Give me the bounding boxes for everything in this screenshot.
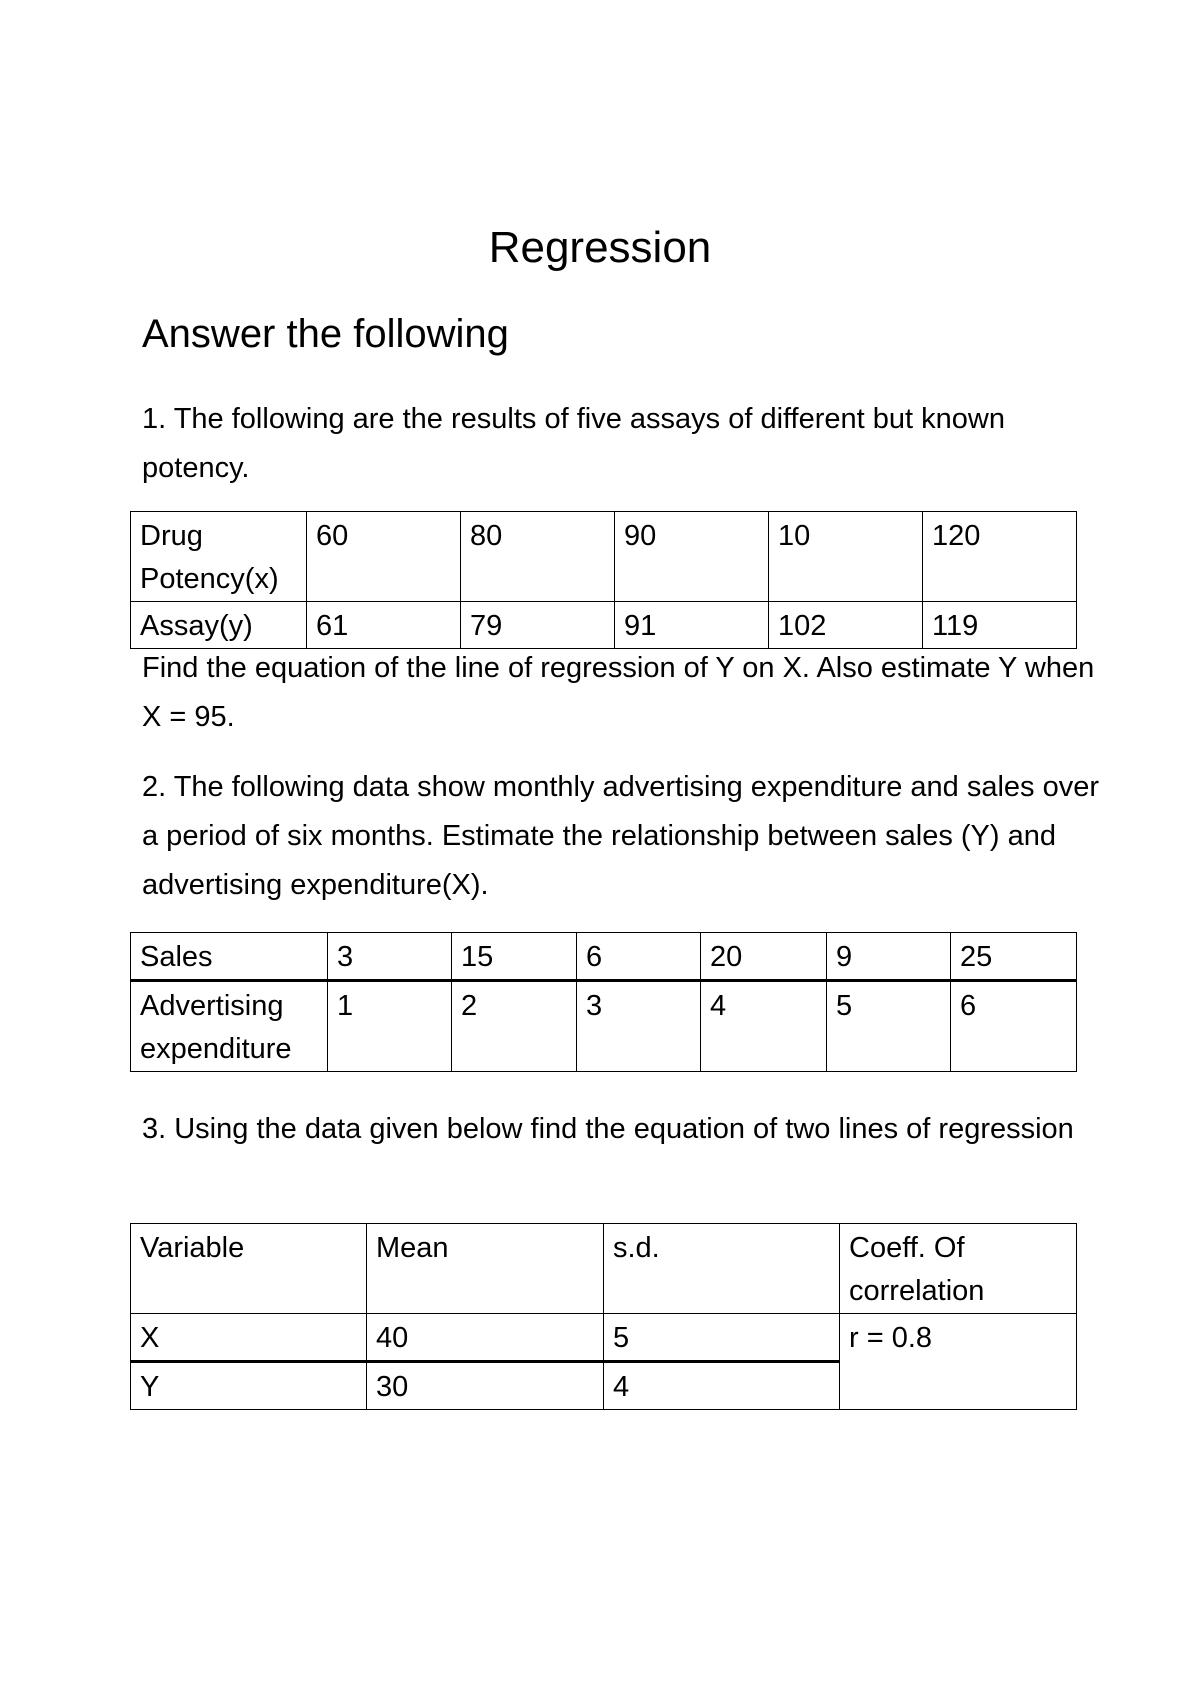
table-cell: 90 [615, 512, 769, 602]
question-1-instruction: Find the equation of the line of regression of Y on X. Also estimate Y when X = 95. [142, 652, 1095, 733]
column-header: Mean [367, 1224, 604, 1314]
table-cell: 6 [951, 981, 1077, 1072]
sales-advertising-table [130, 932, 1077, 1072]
row-label: Advertising expenditure [131, 981, 328, 1072]
regression-stats-table [130, 1223, 1077, 1410]
column-header: Coeff. Of correlation [840, 1224, 1077, 1314]
row-label: Assay(y) [131, 602, 307, 649]
table-cell: 120 [923, 512, 1077, 602]
table-row [131, 512, 1077, 602]
table-cell: 4 [701, 981, 827, 1072]
question-3-text: 3. Using the data given below find the equation of two lines of regression [142, 1113, 1074, 1145]
table-cell: 79 [461, 602, 615, 649]
question-2-text: 2. The following data show monthly advertising expenditure and sales over a period of six months. Estimate the relationship between sales (Y) and advertising expenditure(X). [142, 771, 1100, 901]
table-cell: 4 [604, 1362, 840, 1410]
row-label: Drug Potency(x) [131, 512, 307, 602]
potency-assay-table [130, 511, 1077, 649]
table-cell: 119 [923, 602, 1077, 649]
table-cell: 102 [769, 602, 923, 649]
page-title: Regression [488, 223, 712, 272]
table-cell: 25 [951, 933, 1077, 981]
table-row [131, 602, 1077, 649]
table-row [131, 933, 1077, 981]
table-cell: 20 [701, 933, 827, 981]
table-cell: Y [131, 1362, 367, 1410]
table-cell: 9 [827, 933, 951, 981]
table-cell: 40 [367, 1314, 604, 1362]
table-cell: 1 [328, 981, 452, 1072]
table-cell: 10 [769, 512, 923, 602]
table-cell: 3 [328, 933, 452, 981]
section-heading: Answer the following [142, 312, 509, 356]
table-cell: 30 [367, 1362, 604, 1410]
table-header-row [131, 1224, 1077, 1314]
table-row [131, 1314, 1077, 1362]
table-cell: 80 [461, 512, 615, 602]
table-cell: 61 [307, 602, 461, 649]
table-cell: 91 [615, 602, 769, 649]
column-header: s.d. [604, 1224, 840, 1314]
table-cell: X [131, 1314, 367, 1362]
table-cell: 6 [577, 933, 701, 981]
table-cell: 3 [577, 981, 701, 1072]
table-row [131, 981, 1077, 1072]
table-cell: 15 [452, 933, 577, 981]
question-1-text: 1. The following are the results of five assays of different but known potency. [142, 403, 1005, 484]
column-header: Variable [131, 1224, 367, 1314]
row-label: Sales [131, 933, 328, 981]
correlation-cell: r = 0.8 [840, 1314, 1077, 1410]
table-cell: 5 [827, 981, 951, 1072]
table-cell: 2 [452, 981, 577, 1072]
table-cell: 60 [307, 512, 461, 602]
table-cell: 5 [604, 1314, 840, 1362]
